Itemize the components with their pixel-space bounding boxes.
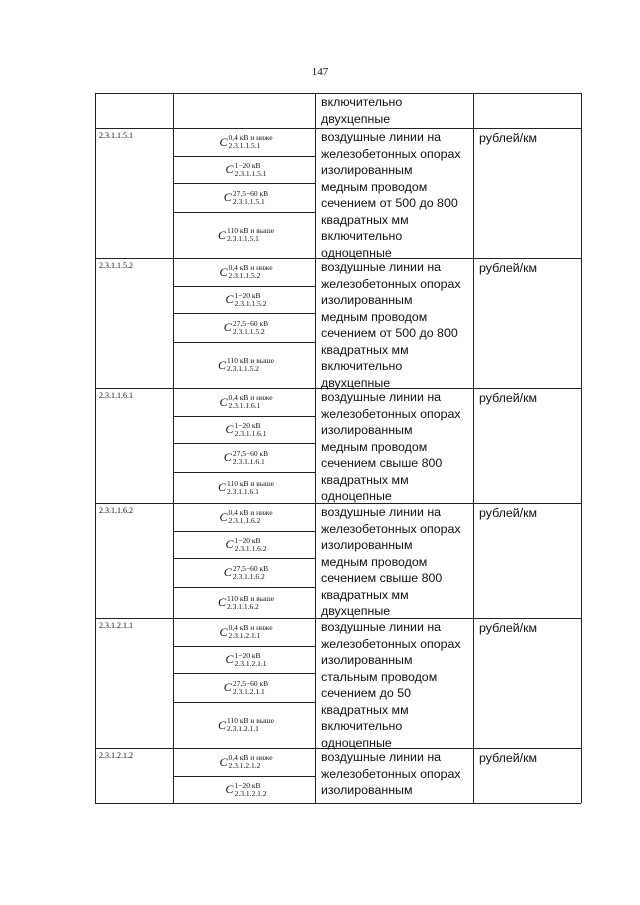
tariff-formula xyxy=(177,258,315,286)
formula-superscript: 110 кВ и выше xyxy=(227,478,274,488)
description-line: железобетонных опорах xyxy=(321,766,461,781)
table-rule xyxy=(173,93,174,803)
tariff-formula xyxy=(177,286,315,313)
formula-indices xyxy=(227,595,274,611)
formula-subscript: 2.3.1.1.6.2 xyxy=(227,601,259,611)
formula-symbol: C xyxy=(218,357,227,372)
description-cell xyxy=(315,93,402,127)
formula-symbol: C xyxy=(219,624,228,639)
formula-subscript: 2.3.1.1.6.1 xyxy=(227,486,259,496)
formula-symbol: C xyxy=(225,652,234,666)
formula-symbol: C xyxy=(219,509,228,524)
formula-symbol: C xyxy=(219,134,228,149)
description-line: квадратных мм xyxy=(321,342,409,357)
row-code: 2.3.1.2.1.1 xyxy=(99,621,133,630)
description-line: изолированным xyxy=(321,293,413,307)
unit-cell: рублей/км xyxy=(479,751,538,765)
tariff-formula xyxy=(177,503,315,531)
page-number: 147 xyxy=(311,66,329,78)
description-line: квадратных мм xyxy=(321,587,409,602)
tariff-formula xyxy=(177,673,315,702)
description-line: включительно xyxy=(321,359,403,373)
formula-superscript: 0,4 кВ и ниже xyxy=(228,508,273,517)
tariff-formula xyxy=(177,388,315,416)
tariff-formula xyxy=(177,342,315,388)
formula-symbol: C xyxy=(218,480,227,494)
formula-superscript: 27,5−60 кВ xyxy=(232,318,269,328)
formula-symbol: C xyxy=(223,565,232,579)
description-line: двухцепные xyxy=(321,111,391,126)
description-line: стальным проводом xyxy=(321,669,438,684)
tariff-formula xyxy=(177,212,315,258)
formula-subscript: 2.3.1.2.1.2 xyxy=(234,788,267,798)
formula-subscript: 2.3.1.1.6.1 xyxy=(228,401,261,410)
formula-subscript: 2.3.1.1.5.1 xyxy=(234,168,267,178)
formula-symbol: C xyxy=(225,422,234,436)
formula-indices xyxy=(228,394,272,410)
description-line: сечением свыше 800 xyxy=(321,456,443,470)
formula-superscript: 1−20 кВ xyxy=(234,780,261,790)
description-line: сечением до 50 xyxy=(321,686,411,700)
description-line: сечением от 500 до 800 xyxy=(321,326,458,340)
description-line: медным проводом xyxy=(321,179,428,194)
table-rule xyxy=(95,803,581,804)
formula-superscript: 1−20 кВ xyxy=(234,290,261,300)
formula-subscript: 2.3.1.2.1.2 xyxy=(228,761,261,770)
description-line: сечением от 500 до 800 xyxy=(321,196,458,210)
formula-subscript: 2.3.1.1.5.2 xyxy=(227,364,259,373)
formula-subscript: 2.3.1.2.1.1 xyxy=(228,631,261,640)
description-line: включительно xyxy=(321,719,403,733)
formula-symbol: C xyxy=(218,717,227,732)
description-cell xyxy=(315,748,461,799)
formula-subscript: 2.3.1.1.5.1 xyxy=(228,141,261,150)
formula-indices xyxy=(227,227,274,243)
formula-subscript: 2.3.1.1.5.2 xyxy=(234,298,267,308)
description-cell xyxy=(315,258,461,391)
formula-indices xyxy=(235,537,267,553)
tariff-formula xyxy=(177,702,315,748)
formula-superscript: 0,4 кВ и ниже xyxy=(228,133,273,142)
description-line: двухцепные xyxy=(321,604,391,618)
tariff-formula xyxy=(177,313,315,342)
formula-superscript: 1−20 кВ xyxy=(234,535,261,545)
description-line: изолированным xyxy=(321,423,413,437)
formula-symbol: C xyxy=(219,394,228,409)
formula-indices xyxy=(228,624,272,640)
description-line: квадратных мм xyxy=(321,472,409,487)
formula-subscript: 2.3.1.1.6.2 xyxy=(232,571,265,581)
description-line: изолированным xyxy=(321,538,413,552)
description-line: одноцепные xyxy=(321,489,392,503)
description-line: включительно xyxy=(321,95,403,109)
formula-indices xyxy=(227,357,274,373)
formula-symbol: C xyxy=(225,162,234,176)
formula-superscript: 27,5−60 кВ xyxy=(232,678,269,688)
tariff-formula xyxy=(177,618,315,646)
formula-superscript: 0,4 кВ и ниже xyxy=(228,623,273,632)
tariff-formula xyxy=(177,776,315,803)
formula-symbol: C xyxy=(219,754,228,769)
table-rule xyxy=(95,93,96,803)
formula-symbol: C xyxy=(223,680,232,694)
description-line: воздушные линии на xyxy=(321,390,442,404)
tariff-formula xyxy=(177,128,315,156)
formula-subscript: 2.3.1.1.5.1 xyxy=(227,234,259,243)
formula-superscript: 110 кВ и выше xyxy=(227,226,274,235)
description-line: медным проводом xyxy=(321,554,428,569)
formula-superscript: 27,5−60 кВ xyxy=(232,188,269,198)
formula-indices xyxy=(228,134,272,150)
formula-superscript: 110 кВ и выше xyxy=(227,356,274,365)
table-rule xyxy=(581,93,582,803)
tariff-formula xyxy=(177,646,315,673)
tariff-formula xyxy=(177,156,315,183)
description-line: изолированным xyxy=(321,653,413,667)
formula-superscript: 1−20 кВ xyxy=(234,650,261,660)
description-line: воздушные линии на xyxy=(321,620,442,634)
description-cell xyxy=(315,503,461,620)
description-line: одноцепные xyxy=(321,245,392,260)
formula-indices xyxy=(228,754,272,770)
description-line: изолированным xyxy=(321,783,413,797)
formula-symbol: C xyxy=(225,292,234,306)
tariff-formula xyxy=(177,183,315,212)
formula-indices xyxy=(233,190,268,206)
formula-indices xyxy=(235,422,267,438)
row-code: 2.3.1.1.5.1 xyxy=(99,131,133,140)
description-line: воздушные линии на xyxy=(321,260,442,274)
formula-symbol: C xyxy=(223,190,232,204)
formula-superscript: 110 кВ и выше xyxy=(227,593,274,603)
tariff-formula xyxy=(177,587,315,618)
tariff-formula xyxy=(177,416,315,443)
formula-superscript: 0,4 кВ и ниже xyxy=(228,753,273,762)
tariff-formula xyxy=(177,558,315,587)
formula-indices xyxy=(228,509,272,525)
formula-indices xyxy=(235,782,267,798)
description-line: железобетонных опорах xyxy=(321,146,461,161)
formula-symbol: C xyxy=(225,782,234,796)
description-line: железобетонных опорах xyxy=(321,276,461,291)
description-line: сечением свыше 800 xyxy=(321,571,443,585)
formula-subscript: 2.3.1.2.1.1 xyxy=(227,724,259,733)
tariff-formula xyxy=(177,748,315,776)
formula-superscript: 1−20 кВ xyxy=(234,420,261,430)
row-code: 2.3.1.1.6.2 xyxy=(99,506,133,515)
formula-indices xyxy=(228,264,272,280)
formula-subscript: 2.3.1.1.6.2 xyxy=(234,543,267,553)
formula-symbol: C xyxy=(223,320,232,334)
description-line: одноцепные xyxy=(321,735,392,750)
formula-indices xyxy=(235,292,267,308)
description-line: воздушные линии на xyxy=(321,130,442,144)
description-line: изолированным xyxy=(321,163,413,177)
formula-indices xyxy=(235,162,267,178)
unit-cell: рублей/км xyxy=(479,506,538,520)
table-rule xyxy=(473,93,474,803)
description-line: медным проводом xyxy=(321,309,428,324)
description-line: железобетонных опорах xyxy=(321,521,461,536)
tariff-formula xyxy=(177,531,315,558)
formula-superscript: 110 кВ и выше xyxy=(227,716,274,725)
formula-indices xyxy=(235,652,267,668)
formula-superscript: 27,5−60 кВ xyxy=(232,448,269,458)
row-code: 2.3.1.1.5.2 xyxy=(99,261,133,270)
description-line: воздушные линии на xyxy=(321,750,442,764)
description-cell xyxy=(315,388,461,505)
formula-indices xyxy=(233,450,268,466)
description-line: включительно xyxy=(321,229,403,243)
row-code: 2.3.1.1.6.1 xyxy=(99,391,133,400)
formula-indices xyxy=(233,565,268,581)
description-line: медным проводом xyxy=(321,439,428,454)
tariff-formula xyxy=(177,472,315,503)
description-line: двухцепные xyxy=(321,375,391,390)
formula-symbol: C xyxy=(223,450,232,464)
unit-cell: рублей/км xyxy=(479,621,538,635)
formula-indices xyxy=(233,320,268,336)
formula-subscript: 2.3.1.2.1.1 xyxy=(234,658,267,668)
description-line: железобетонных опорах xyxy=(321,636,461,651)
formula-symbol: C xyxy=(219,264,228,279)
formula-subscript: 2.3.1.1.5.2 xyxy=(232,326,265,336)
formula-subscript: 2.3.1.1.5.2 xyxy=(228,271,261,280)
formula-subscript: 2.3.1.1.5.1 xyxy=(232,196,265,206)
formula-symbol: C xyxy=(218,595,227,609)
formula-superscript: 0,4 кВ и ниже xyxy=(228,263,273,272)
row-code: 2.3.1.2.1.2 xyxy=(99,751,133,760)
formula-indices xyxy=(227,717,274,733)
description-line: квадратных мм xyxy=(321,702,409,717)
unit-cell: рублей/км xyxy=(479,131,538,145)
formula-symbol: C xyxy=(225,537,234,551)
description-line: воздушные линии на xyxy=(321,505,442,519)
formula-symbol: C xyxy=(218,227,227,242)
unit-cell: рублей/км xyxy=(479,261,538,275)
formula-indices xyxy=(227,480,274,496)
formula-superscript: 0,4 кВ и ниже xyxy=(228,393,273,402)
unit-cell: рублей/км xyxy=(479,391,538,405)
description-line: квадратных мм xyxy=(321,212,409,227)
description-cell xyxy=(315,128,461,261)
tariff-formula xyxy=(177,443,315,472)
formula-subscript: 2.3.1.1.6.1 xyxy=(232,456,265,466)
formula-subscript: 2.3.1.1.6.2 xyxy=(228,516,261,525)
formula-indices xyxy=(233,680,268,696)
formula-subscript: 2.3.1.1.6.1 xyxy=(234,428,267,438)
formula-subscript: 2.3.1.2.1.1 xyxy=(232,686,265,696)
formula-superscript: 1−20 кВ xyxy=(234,160,261,170)
description-cell xyxy=(315,618,461,751)
description-line: железобетонных опорах xyxy=(321,406,461,421)
formula-superscript: 27,5−60 кВ xyxy=(232,563,269,573)
